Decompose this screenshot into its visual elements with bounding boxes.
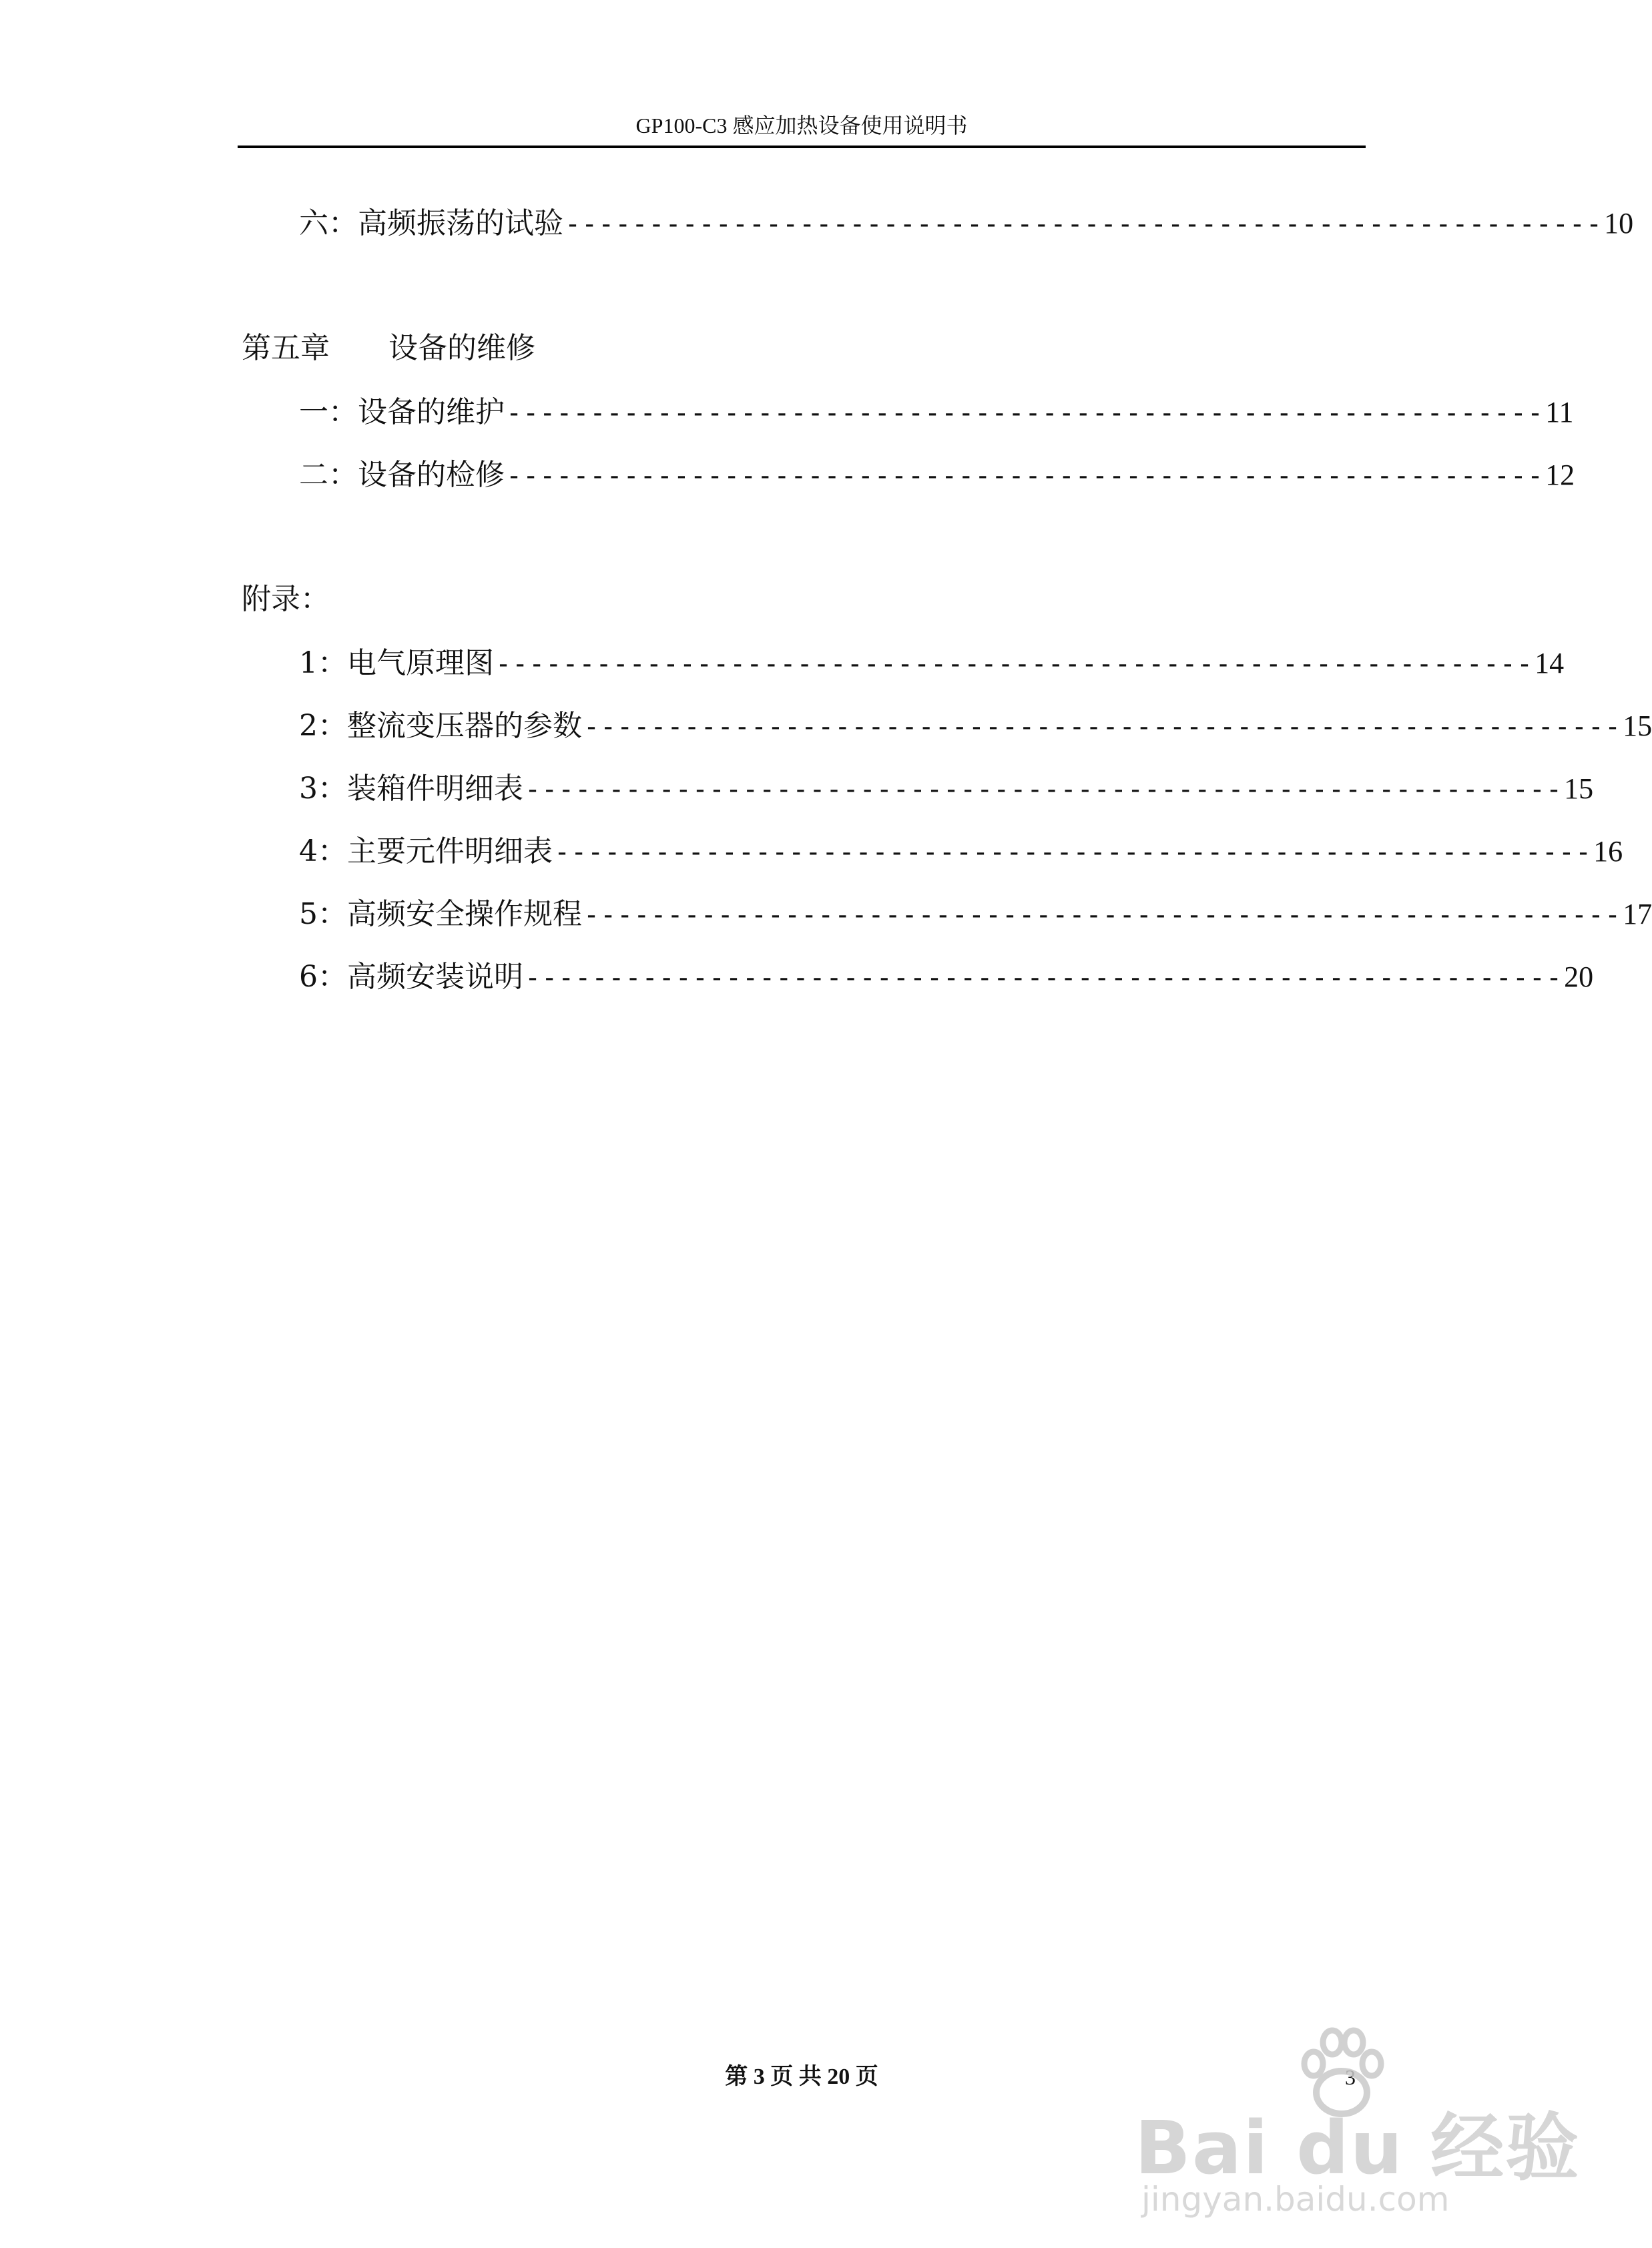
chapter-heading[interactable]: [242, 328, 535, 368]
page-footer-number: 3: [1345, 2065, 1356, 2089]
toc-entry-label: 装箱件明细表: [347, 772, 523, 806]
toc-entry-appendix-6[interactable]: [299, 957, 1594, 997]
page-footer-info: 第 3 页 共 20 页: [725, 2064, 878, 2089]
header-divider: [238, 146, 1366, 148]
toc-leader-dashes: --------------------------------------------------------------: [506, 461, 1545, 491]
toc-entry-number: 六：: [299, 206, 358, 240]
toc-entry-label: 设备的检修: [358, 458, 505, 492]
toc-leader-dashes: --------------------------------------------------------------: [525, 962, 1563, 993]
toc-entry-label: 主要元件明细表: [347, 834, 553, 868]
toc-entry-appendix-5[interactable]: [299, 894, 1652, 934]
toc-entry-number: 二：: [299, 458, 358, 492]
toc-entry-page: 16: [1593, 835, 1623, 868]
page-header-title: GP100-C3 感应加热设备使用说明书: [635, 113, 968, 137]
toc-entry-label: 高频安全操作规程: [347, 897, 582, 931]
toc-entry-page: 11: [1545, 396, 1574, 429]
toc-entry-number: 3：: [299, 772, 347, 806]
toc-entry-page: 17: [1623, 898, 1652, 930]
toc-leader-dashes: --------------------------------------------------------------: [525, 774, 1563, 805]
toc-entry-repair[interactable]: [299, 455, 1575, 495]
toc-entry-appendix-1[interactable]: [299, 643, 1565, 683]
toc-leader-dashes: --------------------------------------------------------------: [495, 649, 1534, 679]
chapter-title: 设备的维修: [388, 331, 535, 365]
toc-entry-page: 15: [1564, 772, 1594, 805]
toc-entry-number: 一：: [299, 395, 358, 429]
toc-entry-label: 高频安装说明: [347, 960, 523, 994]
appendix-heading[interactable]: 附录：: [242, 582, 330, 616]
toc-entry-label: 设备的维护: [358, 395, 505, 429]
toc-leader-dashes: --------------------------------------------------------------: [554, 837, 1593, 868]
toc-entry-number: 4：: [299, 834, 347, 868]
toc-entry-section-six[interactable]: [299, 204, 1634, 244]
toc-entry-appendix-3[interactable]: [299, 769, 1594, 809]
toc-entry-page: 20: [1564, 960, 1594, 993]
toc-entry-number: 1：: [299, 646, 347, 680]
toc-entry-label: 高频振荡的试验: [358, 206, 563, 240]
toc-entry-page: 10: [1604, 207, 1634, 240]
chapter-number: 第五章: [242, 331, 330, 365]
toc-entry-number: 5：: [299, 897, 347, 931]
watermark-brand: Bai du 经验: [1135, 2105, 1581, 2191]
toc-leader-dashes: --------------------------------------------------------------: [583, 712, 1622, 742]
toc-leader-dashes: --------------------------------------------------------------: [506, 398, 1545, 429]
toc-entry-page: 15: [1623, 710, 1652, 742]
toc-entry-appendix-4[interactable]: [299, 832, 1623, 872]
toc-leader-dashes: --------------------------------------------------------------: [565, 209, 1603, 240]
toc-entry-page: 14: [1535, 647, 1565, 679]
toc-leader-dashes: --------------------------------------------------------------: [583, 900, 1622, 930]
toc-entry-maintenance[interactable]: [299, 392, 1574, 433]
toc-entry-appendix-2[interactable]: [299, 706, 1652, 746]
toc-entry-label: 电气原理图: [347, 646, 494, 680]
baidu-watermark: [1135, 2022, 1581, 2223]
toc-entry-number: 2：: [299, 709, 347, 743]
toc-entry-page: 12: [1545, 459, 1575, 491]
toc-entry-label: 整流变压器的参数: [347, 709, 582, 743]
toc-entry-number: 6：: [299, 960, 347, 994]
watermark-url: jingyan.baidu.com: [1141, 2180, 1450, 2219]
